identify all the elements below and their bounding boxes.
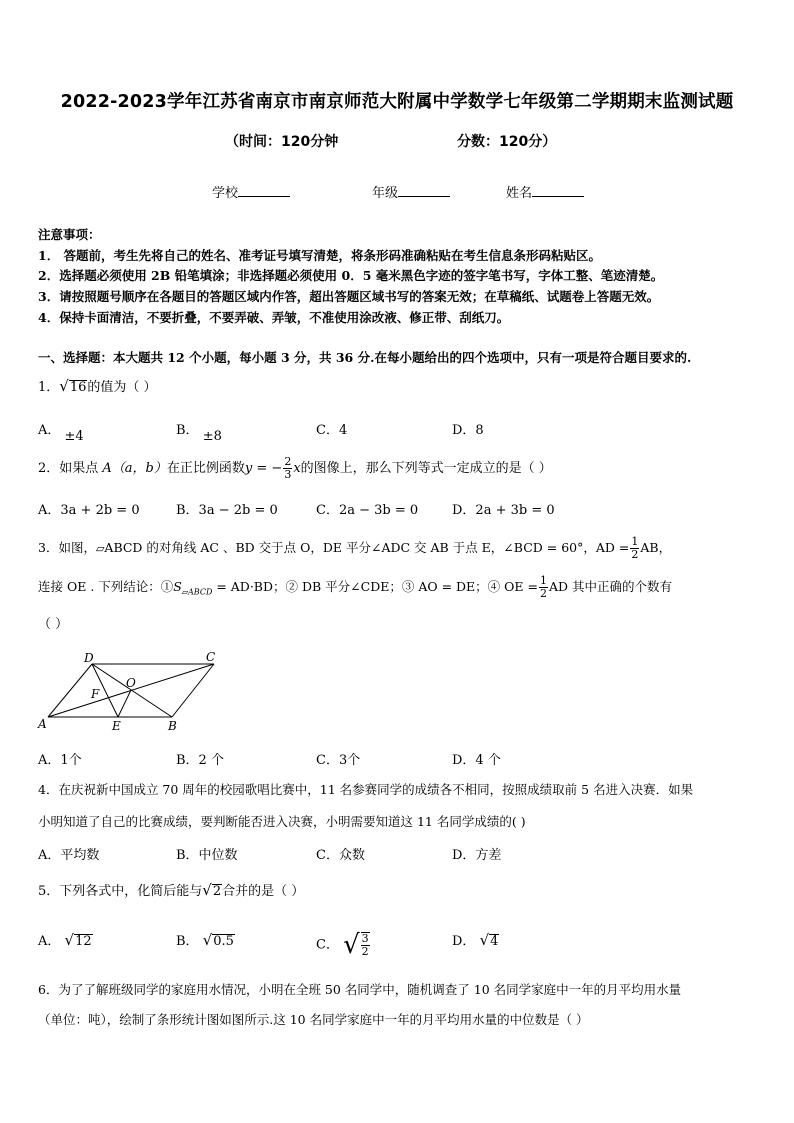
school-blank	[238, 184, 290, 197]
radical-sign: √	[202, 881, 212, 899]
name-label: 姓名	[506, 186, 533, 201]
fraction: $\frac{2}{3}$	[284, 455, 292, 481]
option-d: D．8	[452, 423, 484, 438]
point-a: A（a，b）	[102, 461, 167, 476]
option-a: A． √12	[38, 931, 92, 949]
option-d: D．方差	[452, 848, 502, 863]
label-f: F	[91, 687, 100, 701]
grade-field	[372, 182, 450, 201]
grade-label: 年级	[372, 186, 399, 201]
edge-ad	[48, 664, 92, 717]
question-6-line-2: （单位：吨），绘制了条形统计图如图所示.这 10 名同学家庭中一年的月平均用水量的中位数是（ ）	[38, 1012, 589, 1027]
question-3-line-2: 连接 OE . 下列结论：$①S_{▱ABCD} = AD\cdot BD$；② DB 平分∠CDE；③ AO = DE；④ OE = $\frac{1}{2}$ AD 其中正确的个数有	[38, 574, 672, 600]
option-b: B． ±8	[176, 423, 222, 444]
notice-item: 3．请按照题号顺序在各题目的答题区域内作答，超出答题区域书写的答案无效；在草稿纸、试题卷上答题无效。	[38, 289, 660, 304]
question-4-line-2: 小明知道了自己的比赛成绩，要判断能否进入决赛，小明需要知道这 11 名同学成绩的( )	[38, 814, 526, 829]
option-c: C．4	[316, 423, 348, 438]
label-a: A	[38, 717, 47, 731]
diagonal-bd	[92, 664, 172, 717]
option-b: B．2 个	[176, 753, 224, 768]
school-field	[212, 182, 290, 201]
edge-bc	[172, 664, 214, 717]
option-b: B．3a − 2b = 0	[176, 503, 278, 518]
fraction: $\frac{3}{2}$	[361, 932, 369, 958]
notice-heading: 注意事项：	[38, 227, 101, 242]
label-o: O	[126, 676, 136, 690]
option-d: D．4 个	[452, 753, 501, 768]
name-field	[506, 182, 584, 201]
school-label: 学校	[212, 186, 239, 201]
page-title: 2022-2023学年江苏省南京市南京师范大附属中学数学七年级第二学期期末监测试题	[60, 92, 734, 112]
option-a: A． ±4	[38, 423, 84, 444]
label-c: C	[206, 650, 216, 664]
parallelogram-symbol: ▱	[95, 542, 105, 555]
label-e: E	[112, 719, 121, 733]
question-2-stem: 2．如果点 A（a，b）在正比例函数y = − $\frac{2}{3}$ x的图像上，那么下列等式一定成立的是（ ）	[38, 455, 552, 481]
option-c: C． √ $\frac{3}{2}$	[316, 930, 369, 960]
option-c: C．2a − 3b = 0	[316, 503, 419, 518]
function-expression: y = −	[244, 461, 283, 476]
option-b: B．中位数	[176, 848, 238, 863]
notice-item: 4．保持卡面清洁，不要折叠，不要弄破、弄皱，不准使用涂改液、修正带、刮纸刀。	[38, 310, 510, 325]
section-heading: 一、选择题：本大题共 12 个小题，每小题 3 分，共 36 分.在每小题给出的四个选项中，只有一项是符合题目要求的.	[38, 350, 692, 365]
question-5-stem: 5．下列各式中，化简后能与√2合并的是（ ）	[38, 881, 305, 899]
answer-bracket: （ ）	[38, 617, 69, 632]
question-3-line-1: 3．如图，▱ABCD 的对角线 AC 、BD 交于点 O，DE 平分∠ADC 交 AB 于点 E，∠BCD = 60°，AD = $\frac{1}{2}$ AB，	[38, 535, 672, 561]
option-a: A．1个	[38, 753, 82, 768]
question-6-line-1: 6．为了了解班级同学的家庭用水情况，小明在全班 50 名同学中，随机调查了 10 名同学家庭中一年的月平均用水量	[38, 982, 682, 997]
notice-item: 1． 答题前，考生先将自己的姓名、准考证号填写清楚，将条形码准确粘贴在考生信息条形码粘贴区。	[38, 248, 602, 263]
parallelogram-figure	[36, 646, 226, 736]
exam-time: （时间：120分钟	[225, 134, 339, 150]
radical-sign: √	[59, 377, 69, 395]
fraction: $\frac{1}{2}$	[539, 574, 547, 600]
question-text: 的值为（ ）	[87, 380, 157, 395]
option-c: C．众数	[316, 848, 365, 863]
question-number: 1．	[38, 380, 60, 395]
exam-score: 分数：120分）	[457, 134, 557, 150]
option-d: D．2a + 3b = 0	[452, 503, 555, 518]
question-1-stem	[38, 376, 157, 395]
label-b: B	[168, 719, 177, 733]
name-blank	[532, 184, 584, 197]
option-c: C．3个	[316, 753, 361, 768]
fraction: $\frac{1}{2}$	[631, 535, 639, 561]
option-a: A．平均数	[38, 848, 100, 863]
grade-blank	[398, 184, 450, 197]
label-d: D	[84, 651, 94, 665]
notice-item: 2．选择题必须使用 2B 铅笔填涂；非选择题必须使用 0．5 毫米黑色字迹的签字笔书写，字体工整、笔迹清楚。	[38, 268, 664, 283]
option-a: A．3a + 2b = 0	[38, 503, 140, 518]
question-4-line-1: 4．在庆祝新中国成立 70 周年的校园歌唱比赛中，11 名参赛同学的成绩各不相同，按照成绩取前 5 名进入决赛．如果	[38, 782, 694, 797]
option-b: B． √0.5	[176, 931, 234, 949]
radicand: 16	[69, 380, 87, 395]
option-d: D． √4	[452, 931, 499, 949]
